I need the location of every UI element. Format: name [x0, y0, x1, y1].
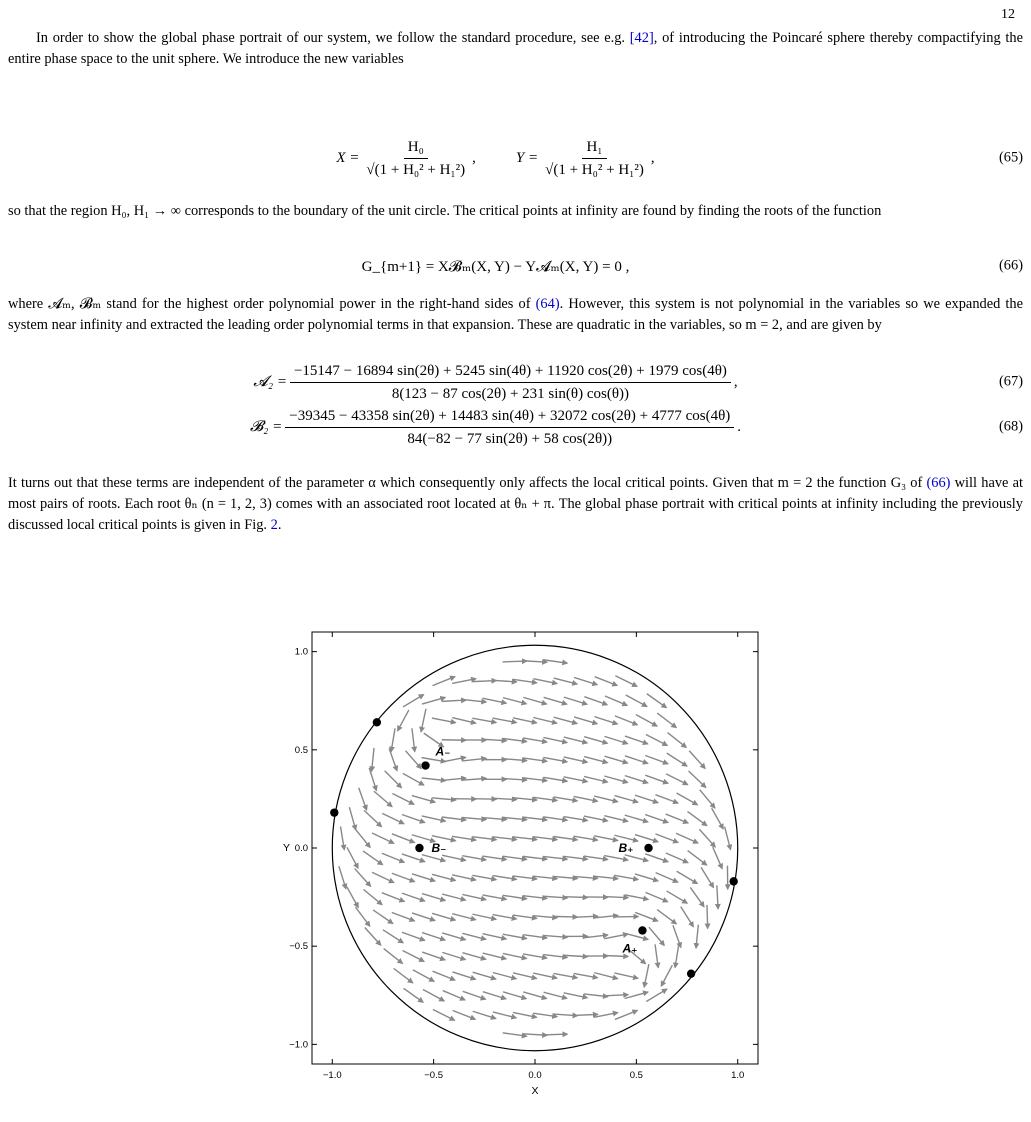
stream-arrow [382, 853, 404, 862]
stream-arrow [574, 717, 597, 724]
stream-arrow [574, 677, 597, 684]
paragraph-3 [8, 294, 1023, 336]
stream-arrow [625, 815, 648, 822]
stream-arrow [403, 695, 424, 707]
stream-arrow [347, 887, 358, 908]
stream-arrow [635, 912, 658, 921]
stream-arrow [359, 788, 367, 810]
eq67-fraction [290, 362, 731, 403]
figure-ref-2[interactable]: 2 [270, 517, 278, 533]
stream-arrow [341, 827, 345, 850]
critical-point-label: A₋ [435, 744, 451, 759]
critical-point [415, 844, 423, 852]
stream-arrow [472, 718, 496, 722]
stream-arrow [372, 833, 394, 843]
stream-arrow [356, 907, 370, 926]
x-tick-label: 0.0 [528, 1070, 542, 1081]
stream-arrow [645, 756, 668, 764]
stream-arrow [432, 913, 455, 920]
stream-arrow [661, 965, 672, 986]
stream-arrow [392, 913, 415, 921]
eq68-denominator: 84(−82 − 77 sin(2θ) + 58 cos(2θ)) [407, 430, 613, 447]
critical-point-label: B₊ [618, 841, 634, 855]
eq68-punctuation: . [737, 418, 742, 435]
eq68-lhs: 𝓑₂ = [249, 419, 283, 435]
stream-arrow [523, 697, 546, 704]
stream-arrow [699, 829, 715, 847]
stream-arrow [382, 893, 405, 902]
stream-arrow [452, 718, 476, 724]
stream-arrow [394, 968, 413, 983]
stream-arrow [412, 728, 415, 751]
y-tick-label: −0.5 [289, 941, 308, 953]
stream-arrow [412, 874, 435, 881]
stream-arrow [644, 964, 649, 987]
critical-point-at-infinity [373, 718, 381, 726]
stream-arrow [655, 944, 658, 967]
stream-arrow [646, 734, 667, 745]
equation-67 [8, 362, 1023, 402]
stream-arrow [667, 891, 688, 903]
stream-arrow [432, 874, 455, 880]
stream-arrow [707, 905, 708, 929]
critical-point-label: B₋ [431, 841, 447, 855]
stream-arrow [413, 970, 434, 981]
stream-arrow [492, 680, 516, 682]
stream-arrow [689, 771, 706, 788]
stream-arrow [374, 791, 392, 807]
stream-arrow [543, 1034, 567, 1035]
y-tick-label: 1.0 [294, 646, 308, 658]
stream-arrow [422, 952, 445, 960]
figure-caption-cropped [8, 1102, 1023, 1122]
stream-arrow [574, 916, 598, 917]
critical-point-at-infinity [330, 808, 338, 816]
stream-arrow [689, 751, 705, 769]
eq65-y-lhs: Y = [515, 149, 539, 166]
eq65-x-numerator: H₀ [404, 138, 428, 159]
eq67-numerator: −15147 − 16894 sin(2θ) + 5245 sin(4θ) + 11920 cos(2θ) + 1979 cos(4θ) [290, 362, 731, 383]
stream-arrows [339, 660, 731, 1036]
equation-ref-64[interactable]: (64) [535, 296, 560, 312]
stream-arrow [605, 696, 627, 705]
stream-arrow [625, 756, 648, 764]
x-axis-label: X [531, 1085, 539, 1095]
stream-arrow [604, 956, 628, 957]
stream-arrow [677, 871, 698, 883]
paragraph-2: so that the region H₀, H₁ → ∞ corresponds to the boundary of the unit circle. The critical points at infinity are found by finding the roots of the function [8, 203, 882, 219]
stream-arrow [442, 894, 466, 900]
critical-points [330, 718, 738, 978]
stream-arrow [433, 971, 456, 980]
stream-arrow [402, 854, 425, 862]
paragraph-1 [8, 28, 1023, 70]
stream-arrow [473, 1011, 496, 1018]
stream-arrow [687, 811, 706, 825]
stream-arrow [422, 933, 445, 941]
stream-arrow [647, 694, 667, 708]
stream-arrow [442, 933, 465, 940]
paragraph-4-text-mid: will have at most pairs of roots. Each root θₙ (n = 1, 2, 3) comes with an associated root located at θₙ + π. The global phase portrait with critical points at infinity including the previously discussed local critical points is given in Fig. [8, 475, 1023, 533]
stream-arrow [595, 677, 618, 686]
stream-arrow [503, 992, 526, 999]
stream-arrow [626, 695, 647, 706]
stream-arrow [473, 972, 496, 979]
stream-arrow [403, 773, 424, 785]
paragraph-4-text: It turns out that these terms are independent of the parameter α which consequently only affects the local critical points. Given that m = 2 the function G₃ of [8, 475, 927, 491]
eq65-y-fraction [541, 138, 648, 179]
stream-arrow [355, 829, 370, 848]
equation-66 [8, 251, 1023, 281]
stream-arrow [523, 992, 546, 999]
x-tick-label: −1.0 [322, 1070, 342, 1081]
stream-arrow [713, 847, 722, 869]
stream-arrow [402, 893, 425, 901]
stream-arrow [690, 887, 704, 906]
stream-arrow [676, 833, 698, 843]
stream-arrow [673, 925, 681, 947]
stream-arrow [493, 1012, 517, 1018]
equation-68 [8, 407, 1023, 447]
plot-border [312, 632, 758, 1064]
stream-arrow [614, 973, 638, 978]
stream-arrow [666, 774, 688, 785]
stream-arrow [398, 710, 409, 731]
eq65-x-denominator: √(1 + H₀² + H₁²) [366, 161, 466, 178]
stream-arrow [625, 776, 648, 783]
stream-arrow [442, 700, 466, 701]
stream-arrow [635, 795, 658, 803]
stream-arrow [635, 835, 658, 842]
stream-arrow [615, 1010, 637, 1019]
stream-arrow [604, 816, 628, 822]
stream-arrow [453, 1010, 476, 1019]
stream-arrow [564, 697, 587, 704]
stream-arrow [389, 748, 397, 770]
stream-arrow [657, 910, 676, 924]
stream-arrow [604, 756, 627, 763]
stream-arrow [392, 873, 415, 881]
stream-arrow [412, 796, 435, 803]
eq65-x-fraction [362, 138, 469, 179]
stream-arrow [645, 775, 668, 783]
stream-arrow [700, 790, 715, 808]
eq68-fraction [285, 407, 734, 448]
stream-arrow [574, 1014, 598, 1015]
critical-point [421, 761, 429, 769]
equation-ref-66[interactable]: (66) [926, 475, 951, 491]
stream-arrow [615, 716, 637, 725]
stream-arrow [523, 661, 547, 662]
stream-arrow [688, 851, 707, 866]
stream-arrow [645, 892, 667, 901]
stream-arrow [544, 992, 567, 998]
paragraph-3-text-end: . However, this system is not polynomial in the variables so we expanded the system near infinity and extracted the leading order polynomial terms in that expansion. These are quadratic in the variables, so m = 2, and are given by [8, 296, 1023, 333]
stream-arrow [655, 834, 678, 843]
stream-arrow [554, 678, 578, 684]
stream-arrow [646, 989, 667, 1001]
stream-arrow [364, 810, 382, 826]
stream-arrow [384, 949, 403, 964]
critical-point-at-infinity [729, 877, 737, 885]
stream-arrow [513, 973, 537, 979]
stream-arrow [463, 953, 486, 960]
critical-point [638, 926, 646, 934]
stream-arrow [675, 944, 679, 967]
stream-arrow [625, 855, 648, 861]
y-axis-label: Y [283, 842, 291, 854]
stream-arrow [533, 717, 557, 723]
stream-arrow [355, 869, 371, 887]
stream-arrow [615, 796, 638, 803]
stream-arrow [392, 834, 415, 843]
stream-arrow [432, 718, 456, 723]
stream-arrow [666, 853, 688, 863]
stream-arrow [667, 733, 686, 748]
stream-arrow [635, 874, 658, 881]
paragraph-4-text-end: . [277, 517, 282, 533]
stream-arrow [645, 815, 668, 823]
stream-arrow [363, 851, 383, 865]
stream-arrow [433, 677, 455, 686]
phase-portrait-plot [275, 625, 775, 1095]
paragraph-4 [8, 473, 1023, 536]
stream-arrow [681, 907, 694, 927]
plot-frame [283, 632, 758, 1095]
equation-number-66: (66) [999, 257, 1023, 274]
stream-arrow [403, 950, 425, 961]
stream-arrow [349, 807, 355, 830]
paragraph-3-text: where 𝓐ₘ, 𝓑ₘ stand for the highest order polynomial power in the right-hand sides of [8, 296, 536, 312]
x-tick-label: 1.0 [731, 1070, 745, 1081]
stream-arrow [696, 925, 698, 948]
eq67-punctuation: , [733, 373, 738, 390]
stream-arrow [625, 933, 648, 939]
eq66-body: G_{m+1} = X𝓑ₘ(X, Y) − Y𝓐ₘ(X, Y) = 0 , [361, 258, 630, 275]
stream-arrow [625, 736, 648, 744]
stream-arrow [423, 990, 444, 1001]
eq67-lhs: 𝓐₂ = [253, 374, 287, 390]
stream-arrow [666, 814, 689, 823]
paragraph-1-text: In order to show the global phase portrait of our system, we follow the standard procedure, see e.g. [36, 30, 630, 46]
critical-point-label: A₊ [622, 941, 638, 956]
equation-65: X = $\frac{\text{H₀}}{\text{√(1 + H₀² + H₁²)}}$ , Y = $\frac{\text{H₁}}{\text{√(1 + H₀² + H₁²)}}$ , (65) [336, 138, 1023, 178]
stream-arrow [392, 793, 414, 804]
stream-arrow [364, 889, 383, 904]
stream-arrow [385, 771, 402, 788]
stream-arrow [584, 697, 607, 705]
stream-arrow [594, 973, 618, 979]
stream-arrow [656, 873, 678, 883]
eq67-denominator: 8(123 − 87 cos(2θ) + 231 sin(θ) cos(θ)) [391, 385, 629, 402]
stream-arrow [443, 991, 465, 1000]
critical-point-at-infinity [687, 969, 695, 977]
paragraph-1-text-end: , of introducing the Poincaré sphere thereby compactifying the entire phase space to the unit sphere. We introduce the new variables [8, 30, 1023, 67]
x-tick-label: 0.5 [629, 1070, 643, 1081]
equation-number-68: (68) [999, 418, 1023, 435]
stream-arrow [402, 932, 425, 940]
stream-arrow [554, 717, 577, 723]
y-tick-label: 0.0 [294, 843, 308, 854]
stream-arrow [433, 1010, 455, 1021]
stream-arrow [483, 992, 506, 999]
y-tick-label: −1.0 [289, 1039, 308, 1051]
stream-arrow [463, 991, 486, 999]
stream-arrow [452, 914, 476, 920]
stream-arrow [365, 927, 381, 945]
eq65-y-numerator: H₁ [582, 138, 606, 159]
stream-arrow [391, 728, 395, 751]
eq65-x-lhs: X = [336, 149, 360, 166]
page-number: 12 [1001, 7, 1015, 22]
stream-arrow [503, 698, 526, 704]
stream-arrow [712, 808, 724, 829]
stream-arrow [405, 751, 421, 769]
equation-number-65: (65) [999, 149, 1023, 166]
stream-arrow [717, 885, 718, 909]
stream-arrow [667, 753, 687, 766]
stream-arrow [483, 953, 507, 959]
stream-arrow [725, 827, 731, 850]
critical-point [644, 844, 652, 852]
eq68-numerator: −39345 − 43358 sin(2θ) + 14483 sin(4θ) + 32072 cos(2θ) + 4777 cos(4θ) [285, 407, 734, 428]
stream-arrow [649, 927, 664, 945]
stream-arrow [404, 988, 424, 1002]
stream-arrow [372, 748, 374, 771]
stream-arrow [452, 972, 475, 979]
stream-arrow [657, 713, 676, 728]
stream-arrow [422, 894, 445, 901]
stream-arrow [605, 736, 628, 743]
stream-arrow [421, 709, 426, 732]
stream-arrow [604, 776, 627, 783]
stream-arrow [412, 913, 435, 921]
stream-arrow [584, 776, 608, 782]
stream-arrow [372, 872, 394, 882]
stream-arrow [373, 910, 393, 924]
equation-number-67: (67) [999, 373, 1023, 390]
stream-arrow [339, 866, 346, 889]
phase-portrait-figure [275, 625, 775, 1095]
citation-link[interactable]: [42] [629, 30, 654, 46]
y-tick-label: 0.5 [294, 744, 308, 756]
stream-arrow [422, 855, 445, 861]
stream-arrow [645, 854, 668, 862]
stream-arrow [462, 933, 486, 939]
stream-arrow [594, 717, 617, 724]
stream-arrow [442, 952, 465, 959]
stream-arrow [615, 676, 637, 687]
stream-arrow [584, 757, 607, 763]
stream-arrow [347, 847, 358, 868]
stream-arrow [584, 737, 607, 744]
stream-arrow [701, 867, 713, 887]
x-tick-label: −0.5 [424, 1070, 444, 1081]
stream-arrow [369, 768, 376, 791]
stream-arrow [564, 737, 588, 743]
stream-arrow [604, 995, 628, 996]
stream-arrow [594, 796, 618, 802]
eq65-y-denominator: √(1 + H₀² + H₁²) [545, 161, 644, 178]
stream-arrow [402, 814, 425, 822]
stream-arrow [677, 793, 698, 805]
stream-arrow [655, 795, 678, 803]
stream-arrow [383, 930, 403, 943]
stream-arrow [382, 813, 404, 823]
stream-arrow [636, 715, 657, 726]
stream-arrow [493, 972, 516, 978]
stream-arrow [544, 697, 567, 704]
unit-circle-boundary [332, 645, 737, 1050]
